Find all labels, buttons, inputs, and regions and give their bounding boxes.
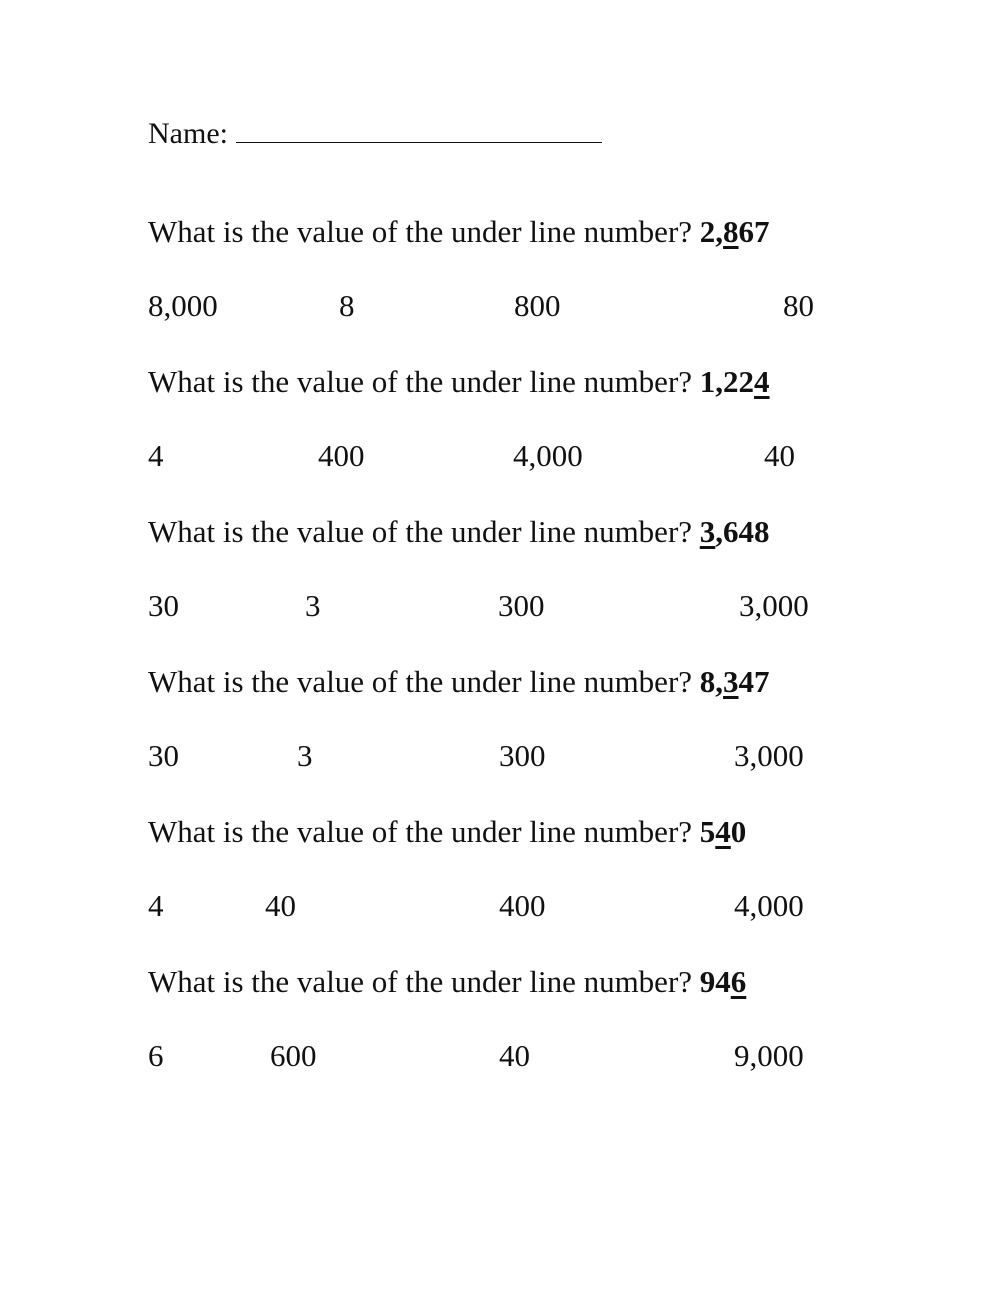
number-after: ,648 xyxy=(715,514,770,549)
choice-row-3 xyxy=(0,586,1000,626)
underlined-digit: 6 xyxy=(730,964,747,999)
question-2 xyxy=(148,362,770,402)
choice-row-2 xyxy=(0,436,1000,476)
underlined-digit: 8 xyxy=(723,214,739,249)
choice-b[interactable]: 40 xyxy=(265,888,296,923)
choice-d[interactable]: 40 xyxy=(764,438,795,473)
number-before: 2, xyxy=(699,214,724,249)
question-number xyxy=(700,514,770,549)
number-before: 1,22 xyxy=(699,364,755,399)
underlined-digit: 4 xyxy=(754,364,770,399)
choice-d[interactable]: 3,000 xyxy=(734,738,804,773)
choice-c[interactable]: 400 xyxy=(499,888,546,923)
choice-row-4 xyxy=(0,736,1000,776)
choice-row-1 xyxy=(0,286,1000,326)
question-number xyxy=(700,364,770,399)
choice-c[interactable]: 300 xyxy=(499,738,546,773)
choice-b[interactable]: 3 xyxy=(305,588,321,623)
question-text: What is the value of the under line number? xyxy=(148,214,693,249)
question-1 xyxy=(148,212,770,252)
choice-b[interactable]: 3 xyxy=(297,738,313,773)
underlined-digit: 3 xyxy=(723,664,739,699)
choice-c[interactable]: 40 xyxy=(499,1038,530,1073)
question-number xyxy=(700,664,770,699)
choice-a[interactable]: 4 xyxy=(148,888,164,923)
choice-b[interactable]: 400 xyxy=(318,438,365,473)
question-text: What is the value of the under line number? xyxy=(148,364,693,399)
number-before: 5 xyxy=(699,814,716,849)
number-after: 0 xyxy=(730,814,747,849)
number-before: 8, xyxy=(699,664,724,699)
choice-c[interactable]: 300 xyxy=(498,588,545,623)
choice-a[interactable]: 30 xyxy=(148,588,179,623)
number-before: 94 xyxy=(699,964,731,999)
number-after: 67 xyxy=(738,214,770,249)
question-text: What is the value of the under line number? xyxy=(148,814,693,849)
name-row xyxy=(148,112,602,156)
underlined-digit: 3 xyxy=(699,514,716,549)
question-3 xyxy=(148,512,770,552)
name-label: Name: xyxy=(148,117,228,150)
choice-d[interactable]: 4,000 xyxy=(734,888,804,923)
question-number xyxy=(700,214,770,249)
question-6 xyxy=(148,962,746,1002)
question-number xyxy=(700,964,747,999)
choice-a[interactable]: 30 xyxy=(148,738,179,773)
choice-row-5 xyxy=(0,886,1000,926)
question-text: What is the value of the under line number? xyxy=(148,964,693,999)
choice-row-6 xyxy=(0,1036,1000,1076)
choice-d[interactable]: 3,000 xyxy=(739,588,809,623)
choice-c[interactable]: 800 xyxy=(514,288,561,323)
question-5 xyxy=(148,812,746,852)
question-number xyxy=(700,814,747,849)
choice-b[interactable]: 600 xyxy=(270,1038,317,1073)
number-after: 47 xyxy=(738,664,770,699)
choice-a[interactable]: 6 xyxy=(148,1038,164,1073)
choice-d[interactable]: 80 xyxy=(783,288,814,323)
question-text: What is the value of the under line number? xyxy=(148,664,693,699)
choice-d[interactable]: 9,000 xyxy=(734,1038,804,1073)
name-blank-line[interactable] xyxy=(236,112,602,143)
choice-a[interactable]: 8,000 xyxy=(148,288,218,323)
question-4 xyxy=(148,662,770,702)
choice-a[interactable]: 4 xyxy=(148,438,164,473)
question-text: What is the value of the under line number? xyxy=(148,514,693,549)
choice-b[interactable]: 8 xyxy=(339,288,355,323)
underlined-digit: 4 xyxy=(715,814,731,849)
choice-c[interactable]: 4,000 xyxy=(513,438,583,473)
